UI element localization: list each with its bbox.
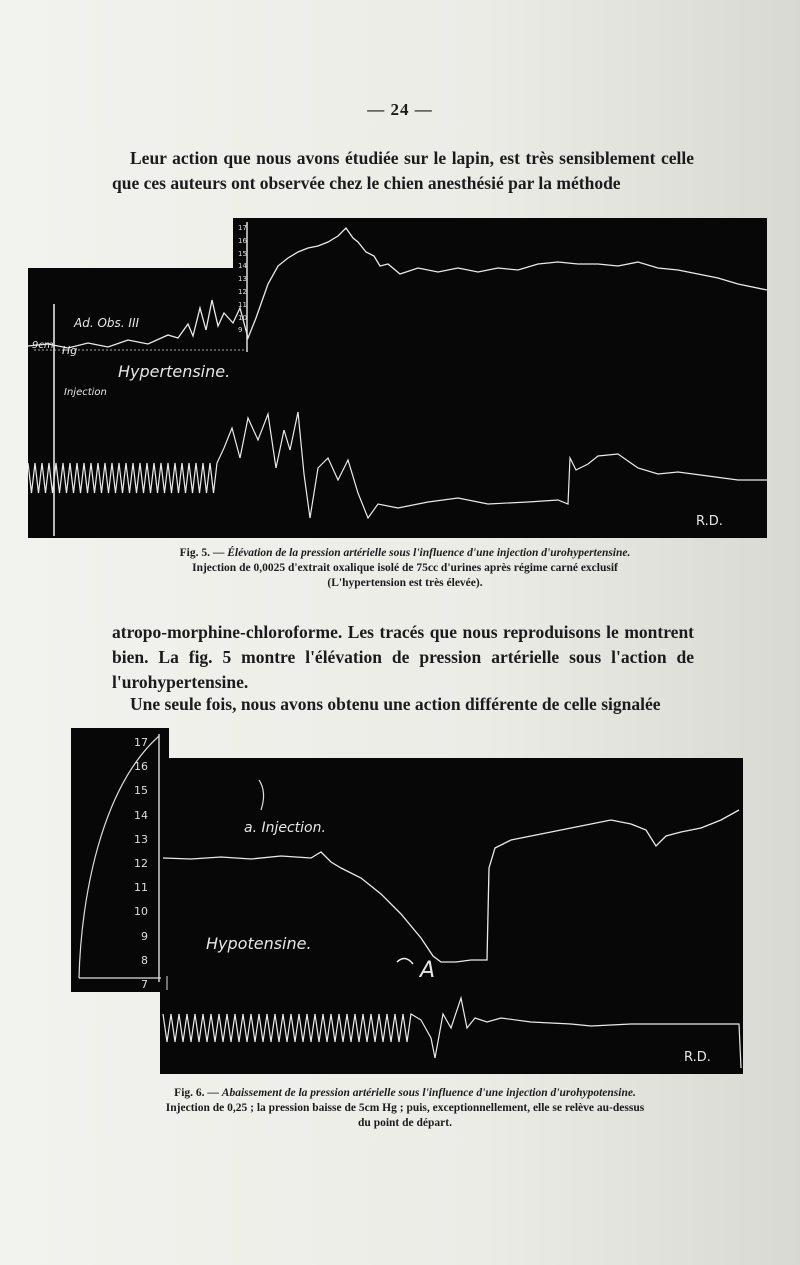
- fig6-caption-line3: du point de départ.: [358, 1117, 452, 1129]
- figure-6-plot: [71, 728, 743, 1074]
- fig5-label-ad-obs: Ad. Obs. III: [74, 316, 140, 330]
- fig5-label-hg: Hg: [62, 344, 78, 357]
- fig5-caption-line3: (L'hypertension est très élevée).: [327, 577, 483, 589]
- fig5-caption-label: Fig. 5.: [179, 547, 210, 559]
- fig5-label-injection: Injection: [64, 387, 107, 398]
- figure-6-caption: Fig. 6. — Abaissement de la pression artérielle sous l'influence d'une injection d'urohypotensine. Injection de 0,25 ; la pression baisse de 5cm Hg ; puis, exceptionnellement, elle se relève au-dessus du point de départ.: [100, 1086, 710, 1131]
- fig5-caption-line2: Injection de 0,0025 d'extrait oxalique isolé de 75cc d'urines après régime carné exclusif: [192, 562, 618, 574]
- fig5-respiration-trace: [28, 412, 767, 518]
- fig5-pressure-trace: [28, 228, 767, 348]
- fig6-scale-ticks: 17 16 15 14 13 12 11 10 9 8 7: [134, 736, 148, 992]
- fig6-caption-line2: Injection de 0,25 ; la pression baisse de 5cm Hg ; puis, exceptionnellement, elle se relève au-dessus: [165, 1102, 645, 1114]
- fig6-respiration-trace: [163, 998, 741, 1068]
- fig5-scale-ticks: 17 16 15 14 13 12 11 10 9: [238, 224, 247, 335]
- paragraph-1-text: Leur action que nous avons étudiée sur le lapin, est très sensiblement celle que ces auteurs ont observée chez le chien anesthésié par la méthode: [112, 148, 694, 193]
- fig6-caption-label: Fig. 6.: [174, 1087, 205, 1099]
- paragraph-1: [112, 146, 694, 196]
- fig6-caption-title: Abaissement de la pression artérielle sous l'influence d'une injection d'urohypotensine.: [221, 1087, 636, 1099]
- fig5-signature: R.D.: [696, 514, 723, 529]
- paragraph-3-text: Une seule fois, nous avons obtenu une action différente de celle signalée: [130, 694, 661, 714]
- fig6-label-hypotensine: Hypotensine.: [206, 934, 312, 953]
- fig5-label-9cm: 9cm: [32, 340, 54, 351]
- fig5-label-hypertensine: Hypertensine.: [118, 362, 231, 381]
- paragraph-3: [112, 692, 694, 717]
- fig6-label-a: A: [420, 958, 436, 983]
- fig6-label-injection: a. Injection.: [244, 820, 326, 836]
- fig5-caption-title: Élévation de la pression artérielle sous l'influence d'une injection d'urohypertensine.: [227, 547, 631, 559]
- page-number: — 24 —: [367, 100, 433, 119]
- fig6-signature: R.D.: [684, 1050, 711, 1065]
- figure-5-caption: Fig. 5. — Élévation de la pression artérielle sous l'influence d'une injection d'urohypertensine. Injection de 0,0025 d'extrait oxalique isolé de 75cc d'urines après régime carné exclusif (L'hypertension est très élevée).: [100, 546, 710, 591]
- paragraph-2-text: atropo-morphine-chloroforme. Les tracés que nous reproduisons le montrent bien. La fig. 5 montre l'élévation de pression artérielle sous l'action de l'urohypertensine.: [112, 622, 694, 692]
- paragraph-2: [112, 620, 694, 695]
